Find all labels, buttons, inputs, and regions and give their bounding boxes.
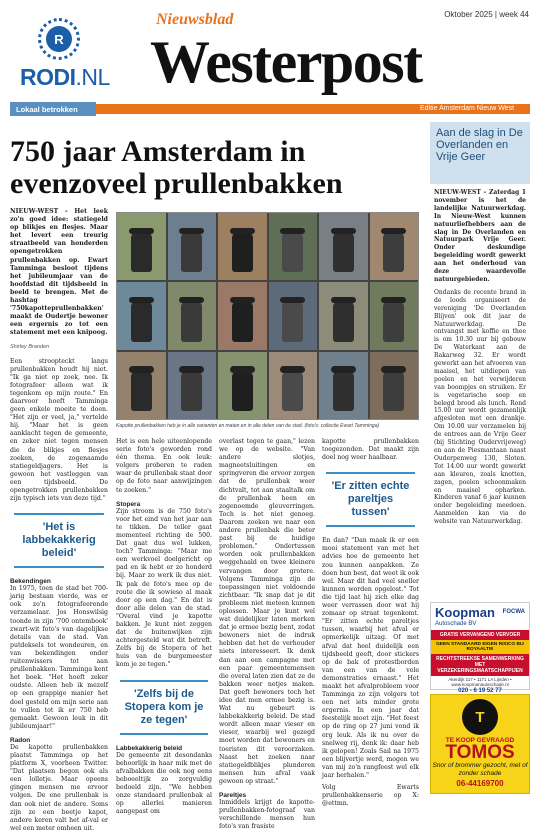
trash-bin-lid xyxy=(381,366,406,372)
subheading: Pareltjes xyxy=(219,792,247,800)
edition-date: Oktober 2025 | week 44 xyxy=(444,10,529,19)
trash-bin-shape xyxy=(383,232,404,272)
trash-bin-photo xyxy=(117,282,166,349)
trash-bin-lid xyxy=(129,297,154,303)
article-column-4 xyxy=(322,438,419,808)
paragraph: Volg Ewarts prullenbakkenserie op X: @ettmn. xyxy=(322,784,419,808)
subheading: Radon xyxy=(10,736,31,744)
trash-bin-lid xyxy=(129,366,154,372)
brand-suffix: .NL xyxy=(75,64,110,90)
trash-bin-lid xyxy=(179,366,204,372)
trash-bin-shape xyxy=(383,301,404,341)
trash-bin-photo xyxy=(319,213,368,280)
trash-bin-photo xyxy=(168,213,217,280)
tomos-text: Snor of brommer gezocht, met of zonder schade xyxy=(432,762,528,777)
trash-bin-photo xyxy=(218,352,267,419)
trash-bin-lid xyxy=(280,366,305,372)
moped-logo-icon: T xyxy=(462,699,498,735)
trash-bin-lid xyxy=(230,366,255,372)
pull-quote: 'Er zitten echte pareltjes tussen' xyxy=(326,472,415,527)
paragraph: kapotte prullenbakken toegezonden. Dat maakt zijn doel nog weer haalbaar. xyxy=(322,438,419,462)
trash-bin-photo xyxy=(117,213,166,280)
trash-bin-shape xyxy=(131,371,152,411)
trash-bin-photo xyxy=(370,213,419,280)
paragraph: En dan? "Dan maak ik er een mooi statement van met het advies hoe de gemeente het zou kunnen aanpakken. Ze doen hun best, dat weet ik ook wel. Maar dit had veel sneller kunnen worden opgelost." Tot die tijd laat hij zich elke dag weer verrassen door wat hij zomaar op straat tegenkomt. "Er zitten echte pareltjes tussen, waarbij het afval er opmerkelijk uitzag. Of met afval dat heel duidelijk een tijdsbeeld geeft, door stickers op de bak of protestborden van een van de vele demonstraties ernaast." Het maakt het afvalprobleem voor Tamminga zo zijn volgers tot een net iets minder grote ergernis. In een jaar dat feestelijk moet zijn. "Het feest op de ring op 27 juni vond ik erg leuk. Als ik nu over de snelweg rij, denk ik: daar heb ik gelopen! Zoals Sail na 1975 een blijvertje werd, mogen we van mij zo'n rangfeest wel elk jaar herhalen." xyxy=(322,537,419,779)
trash-bin-shape xyxy=(232,301,253,341)
trash-bin-shape xyxy=(181,301,202,341)
article-intro: NIEUW-WEST – Het leek zo'n goed idee: statiegeld op blikjes en flesjes. Maar het levert een treurig straatbeeld van honderden opengetrokken prullenbakken op. Ewart Tamminga besloot tijdens het jubileumjaar van de hoofdstad dit tijdsbeeld in beeld te brengen. Met de hashtag '750kapotteprullenbakken' maakt de Oudertje bewoner een ergernis zo tot een statement met een knipoog. xyxy=(10,208,108,337)
paragraph: Het is een hele uiteenlopende serie foto's geworden rond één thema. En ook leuk: volgers proberen te raden waar de prullenbak staat door op de foto naar aanwijzingen te zoeken." xyxy=(116,438,212,494)
focwa-brand: FOCWA xyxy=(502,609,525,615)
koopman-red-banner: GRATIS VERVANGEND VERVOER xyxy=(431,630,529,640)
trash-bin-shape xyxy=(333,232,354,272)
article-column-1 xyxy=(10,208,108,832)
paragraph: Zijn stroom is de 750 foto's voor het eind van het jaar aan te tikken. De teller gaat momenteel richting de 500. Dat gaat dus wel lukken, toch? Tamminga: "Maar me een werkvoel doelgericht op pad en ik hebt er zo honderd bij. Maar zo werk ik dus niet. Ik pak de foto's mee op de route die ik sowieso al maak door op een dag." En dat is door alle delen van de stad. "Overal vind je kapotte bakken. Je kunt niet zeggen dat de buitenwijken zijn achtergesteld wat dit betreft. Zelfs bij de Stopera of het huis van de burgemeester kom je ze tegen." xyxy=(116,507,212,669)
trash-bin-shape xyxy=(282,232,303,272)
trash-bin-lid xyxy=(381,228,406,234)
subheading: Stopera xyxy=(116,500,141,508)
koopman-yellow-banner: GEEN STANDAARD EIGEN RISICO BIJ ROYAALTIE xyxy=(431,640,529,654)
paragraph: De gemeente zit desondanks behoorlijk in haar mik met de afvalbakken die ook nog eens beboeeltijk zo zorgvuldig bedoeld zijn. "We hebben onze standaard prullenbak al op allerlei manieren aangepast om xyxy=(116,751,212,816)
trash-bin-lid xyxy=(280,228,305,234)
pull-quote: 'Zelfs bij de Stopera kom je ze tegen' xyxy=(120,680,208,735)
sidebar-body: Ondanks de recente brand in de loods organiseert de vereniging 'De Overlanden Blijven' ook dit jaar de Natuurwerkdag. De ontvangst met koffie en thee is om 10.30 uur bij gebouw De Waterkant aan de Rakarweg 32. Er wordt gewerkt aan het afvoeren van maaisel, het uitdiepen van poelen en het verwijderen van boompjes en struiken. Er is vegetarische soep en belegd brood als lunch. Rond 15.00 uur wordt gezamenlijk afgesloten met een drankje. Om 10.00 uur verzamelen bij de entrees aan de Vrije Geer (bij Stichting Oudervrijeweg) en aan de Piesmantaan naast Ouderpenweg 130, Sloten. Tot 14.00 uur wordt gewerkt aan kleuren, zoals knotten, zagen, poelen schoonmaken en maaisel opharken. Kinderen vanaf 6 jaar kunnen onder begeleiding meedoen. Aanmelden kan via de website van Natuurwerkdag. xyxy=(434,288,526,526)
photo-caption: Kapotte prullenbakken heb je in alle varianten en maten en in alle delen van de stad. (foto's: collectie Ewart Tamminga) xyxy=(116,423,380,429)
koopman-address: Akerdijk 117 • 1171 LA Lijnden • www.koopmanautoschade.nl xyxy=(448,677,512,687)
trash-bin-photo xyxy=(319,352,368,419)
trash-bin-photo xyxy=(218,282,267,349)
trash-bin-lid xyxy=(129,228,154,234)
trash-bin-photo xyxy=(319,282,368,349)
paragraph: In 1975, toen de stad het 700-jarig bestaan vierde, was er ook zo'n fotografeerende verzamelaar. Jos Honswilsig toonde in zijn '700 ontembook' zwart-wit foto's van dagelijkse details van de stad. Van putdeksels tot wondeuren, en van bekendingen onder ruitenwissers tot aan prullenbakken. Tamminga kent het boek. "Het hoeft zeker oudste. Alleen heb ik mezelf op een grappige manier het doel gesteld om mijn serie aan te vullen tot ik er 750 heb gemaakt. Gewoon leuk in dit jubileumjaar!" xyxy=(10,585,108,730)
trash-bin-lid xyxy=(381,297,406,303)
trash-bin-shape xyxy=(232,232,253,272)
trash-bin-shape xyxy=(131,301,152,341)
masthead xyxy=(0,0,539,116)
trash-bin-shape xyxy=(282,301,303,341)
sidebar-intro: NIEUW-WEST – Zaterdag 1 november is het de landelijke Natuurwerkdag. In Nieuw-West kunnen natuurliefhebbers aan de slag in De Overlanden en Natuurpark Vrije Geer. Onder deskundige begeleiding wordt gewerkt aan het onderhoud van deze waardevolle natuurgebieden. xyxy=(434,189,526,283)
trash-bin-shape xyxy=(131,232,152,272)
koopman-ad[interactable] xyxy=(430,602,530,694)
trash-bin-photo xyxy=(269,213,318,280)
trash-bin-photo xyxy=(370,282,419,349)
section-label-right: Editie Amsterdam Nieuw West xyxy=(420,105,515,112)
sidebar-heading: Aan de slag in De Overlanden en Vrije Geer xyxy=(430,122,530,184)
article-column-2 xyxy=(116,438,212,816)
trash-bin-lid xyxy=(179,228,204,234)
paper-title: Westerpost xyxy=(150,29,422,95)
trash-bin-shape xyxy=(333,371,354,411)
paper-name: Nieuwsblad xyxy=(156,11,234,28)
trash-bin-shape xyxy=(383,371,404,411)
trash-bin-lid xyxy=(331,297,356,303)
koopman-fine-banner: RECHTSTREEKSE SAMENWERKING MET VERZEKERINGSMAATSCHAPPIJEN xyxy=(431,654,529,676)
paragraph: De kapotte prullenbakken plaatst Tamminga op het platform X, voorheen Twitter. "Dat plaatsen begon ook als een lolletje. Maar opeens gingen mensen me ervoor volgen. De ene prullenbak is dan ook niet de andere. Soms zijn ze een beetje kapot, andere keren valt het af-val er wel een meter omheen uit. xyxy=(10,743,108,832)
rodi-logo-icon xyxy=(38,18,80,60)
article-headline: 750 jaar Amsterdam in evenzoveel prullenbakken xyxy=(10,135,343,200)
subheading: Bekendingen xyxy=(10,578,51,586)
trash-bin-photo xyxy=(218,213,267,280)
paragraph: Inmiddels krijgt de kapotte-prullenbakken-fotograaf van verschillende mensen hun foto's van frasiste xyxy=(219,799,315,831)
trash-bin-photo-collage xyxy=(116,212,419,420)
trash-bin-shape xyxy=(333,301,354,341)
brand-name: RODI xyxy=(20,64,76,90)
rodi-brand xyxy=(20,64,110,91)
trash-bin-lid xyxy=(230,228,255,234)
koopman-sub: Autoschade BV xyxy=(435,621,477,627)
trash-bin-shape xyxy=(181,232,202,272)
koopman-phone: 020 - 6 19 52 77 xyxy=(458,688,502,694)
tomos-ad[interactable] xyxy=(430,694,530,794)
pull-quote: 'Het is labbekakkerig beleid' xyxy=(14,513,104,568)
article-column-3 xyxy=(219,438,315,831)
trash-bin-photo xyxy=(117,352,166,419)
rodi-logo-glyph: R xyxy=(46,26,72,52)
sidebar-text xyxy=(430,184,530,584)
trash-bin-photo xyxy=(269,282,318,349)
trash-bin-lid xyxy=(230,297,255,303)
trash-bin-photo xyxy=(168,352,217,419)
trash-bin-shape xyxy=(232,371,253,411)
section-label-left: Lokaal betrokken xyxy=(10,102,96,116)
trash-bin-photo xyxy=(269,352,318,419)
trash-bin-shape xyxy=(181,371,202,411)
trash-bin-lid xyxy=(179,297,204,303)
tomos-phone: 06-44169700 xyxy=(456,779,504,788)
tomos-brand: TOMOS xyxy=(445,742,515,763)
paragraph: Een stroopteckt langs prullenbakken houdt hij niet. "Ik ga niet op zoek, nee. Ik fotografeer alleen wat ik tegenkom op mijn route." En daarvoor hoeft Tamminga geen enkele moeite te doen. "Het zijn er veel, ja," vertelde hij. "Maar het is geen aanklacht tegen de gemeente, en zeker niet tegen mensen die de blikjes en flesjes zoeken, de zogenaamde statiegeldjagers. Het is gewoon het vastleggen van een tijdsbeeld. De opengetrokken prullenbakken zijn typisch iets van deze tijd." xyxy=(10,357,108,503)
trash-bin-photo xyxy=(370,352,419,419)
trash-bin-lid xyxy=(280,297,305,303)
trash-bin-lid xyxy=(331,228,356,234)
trash-bin-photo xyxy=(168,282,217,349)
article-byline: Shirley Branden xyxy=(10,343,50,350)
paragraph: overlast tegen te gaan," lezen we op de website. "Van andere slotjes, magneetsluitingen en springveren die ervoor zorgen dat de prullenbak weer dichtvalt, tot aan staaltalk om de prullenbak heen en zogenoemde gleuverringen. Toch is het niet genoeg. Daarom zoeken we naar een andere prullenbak die beter past bij de huidige problemen." Ondertussen worden ook prullenbakken weggehaald en twee kleinere vervangen door grotere. Volgens Tamminga zijn de toepassingen niet voldoende zichtbaar. "Ik snap dat je dit probleem niet meteen kunnen oplossen. Maar je kunt wel wat duidelijker laten merken dat je ermee bezig bent, zodat bewoners niet de indruk hebben dat het de verhouder niets interesseert. Ik denk dan aan een campagne met een paar gemeentemensen die overal laten zien dat ze de bakken weer netjes maken. Dat geeft bewoners toch het idee dat men ermee bezig is. Wat nu gebeurt is labbekakkerig beleid. De stad wordt alleen maar vieser en vieser, waarbij wel gezegd moet worden dat bewoners en toeristen dit veroorzaken. Naast het zoeken naar statiegeldblikjes plunderen mensen hun afval vaak gewoon op straat." xyxy=(219,438,315,785)
koopman-name: Koopman xyxy=(435,604,495,620)
sidebar-article xyxy=(430,122,530,590)
subheading: Labbekakkerig beleid xyxy=(116,744,183,752)
trash-bin-lid xyxy=(331,366,356,372)
trash-bin-shape xyxy=(282,371,303,411)
koopman-header xyxy=(431,603,529,621)
tomos-top: TE KOOP GEVRAAGD xyxy=(445,737,515,744)
